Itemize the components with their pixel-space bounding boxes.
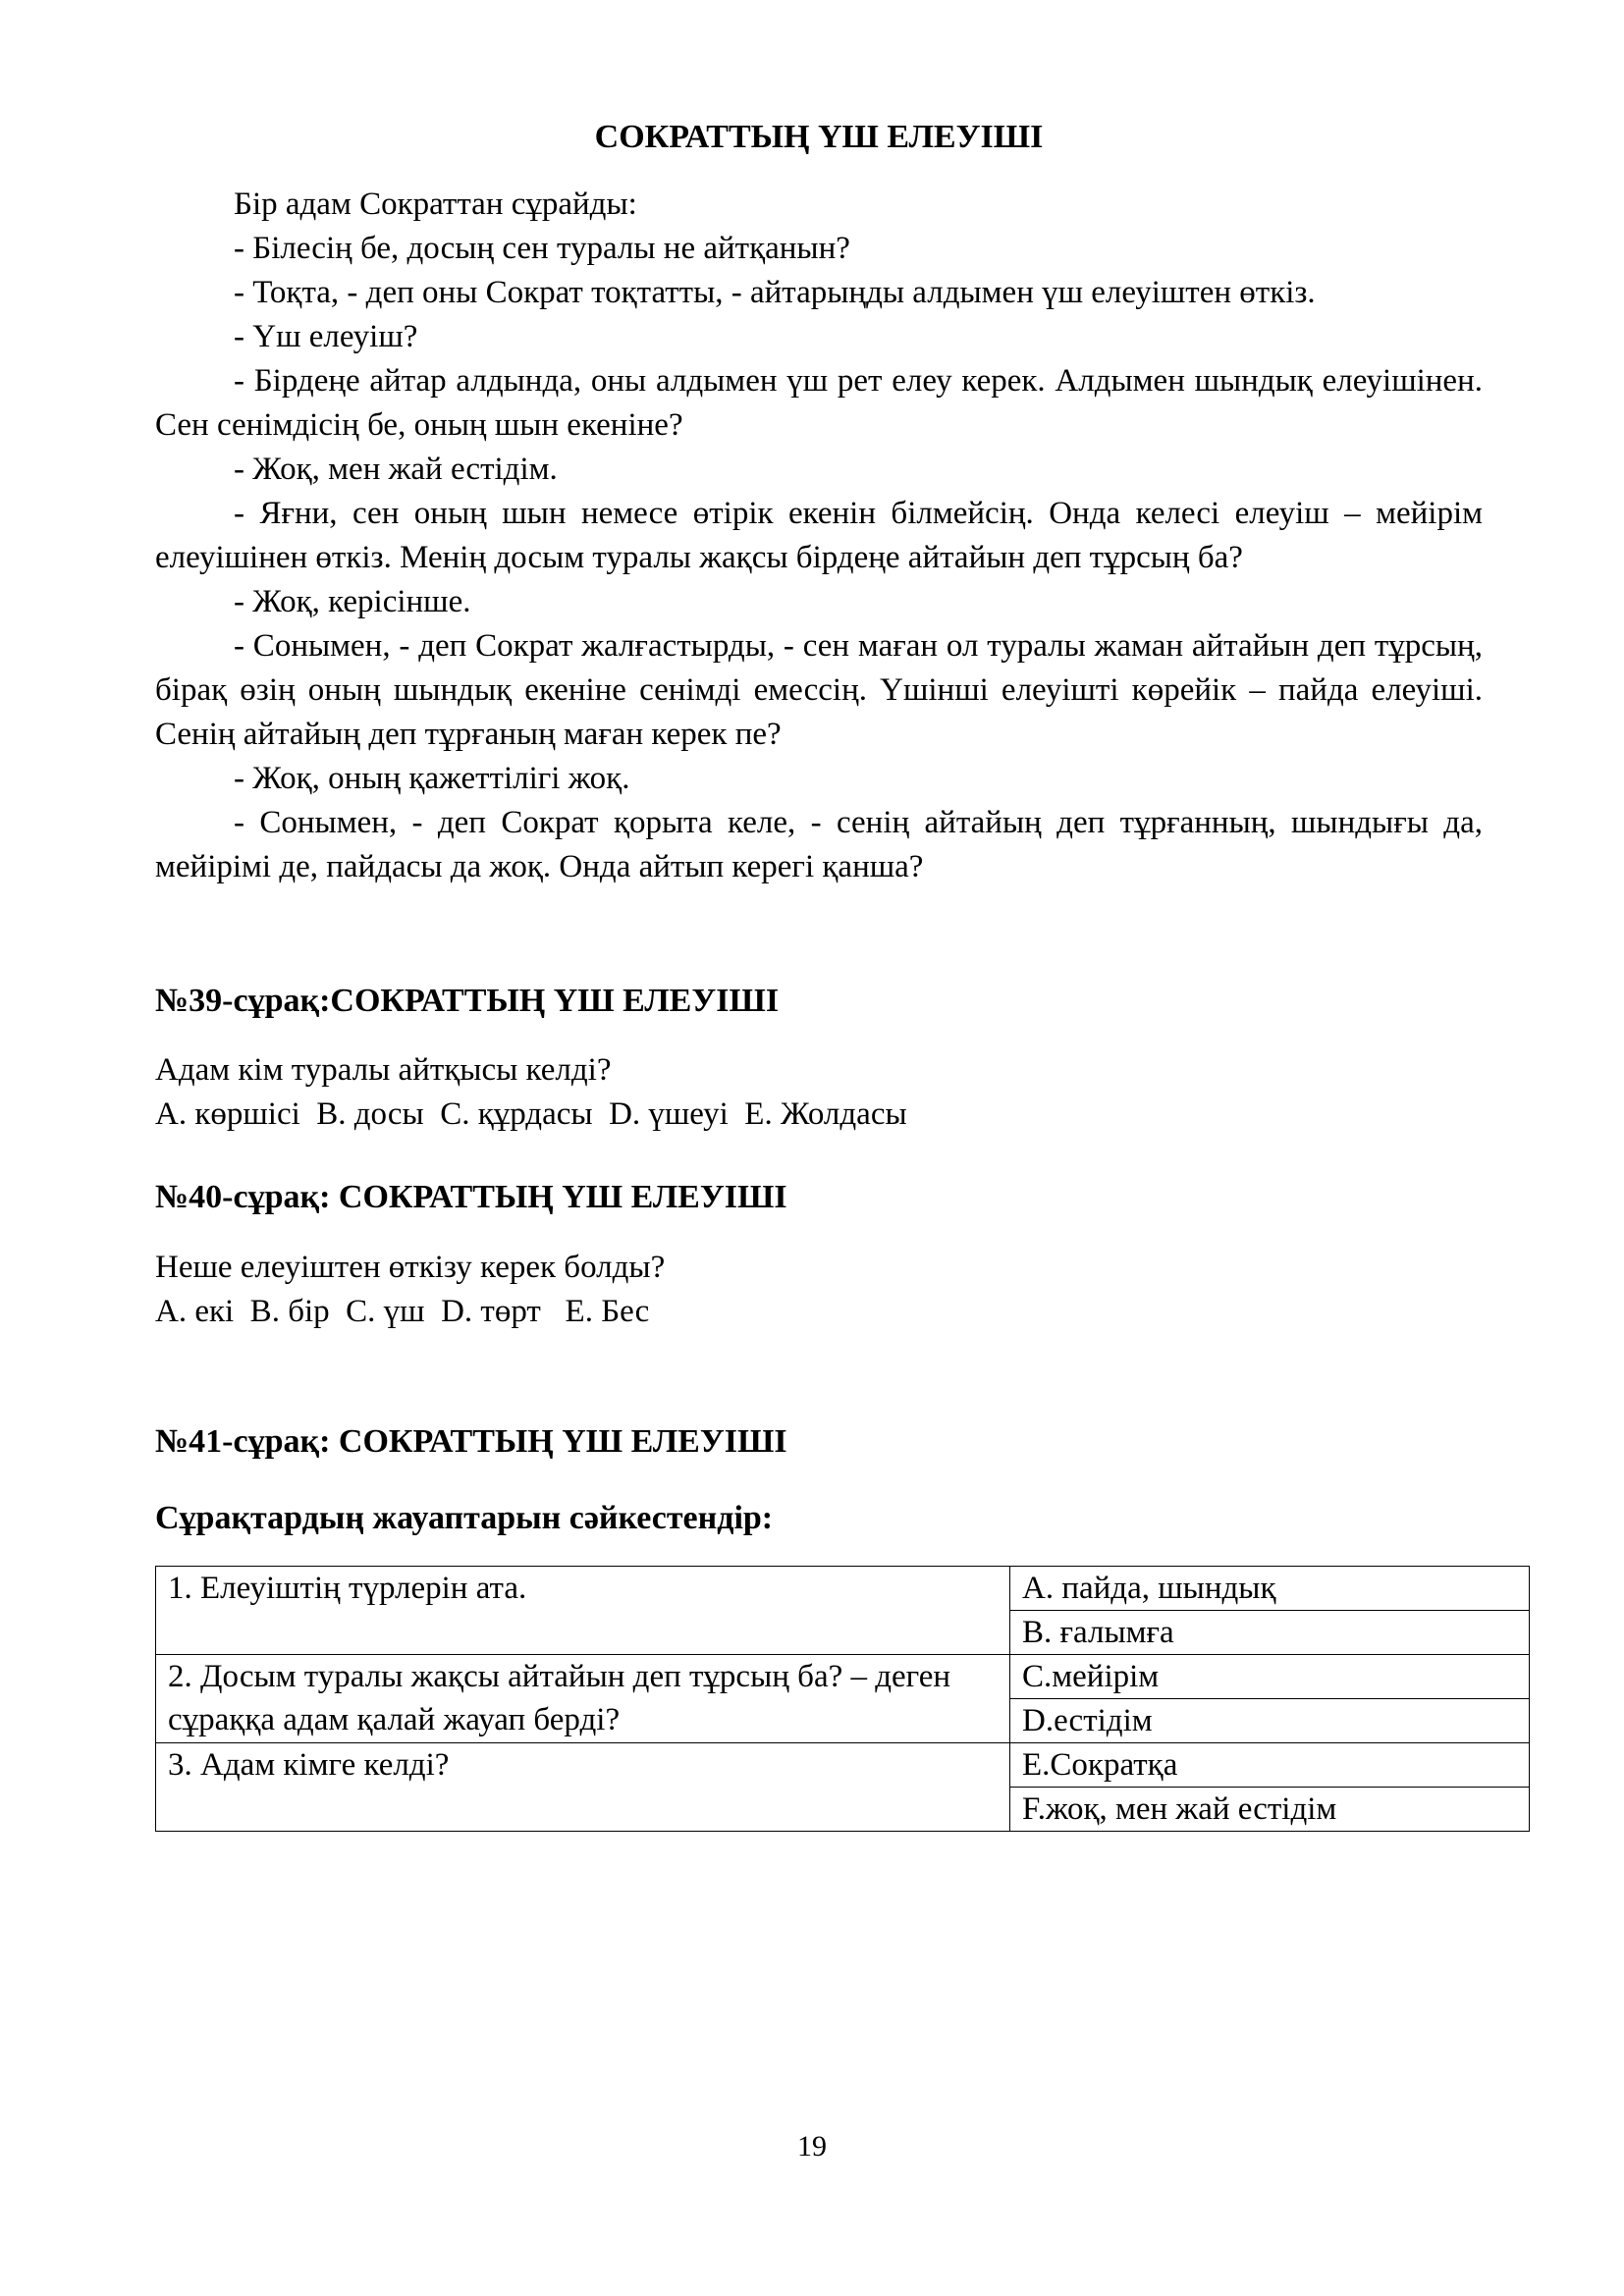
question-cell: 1. Елеуіштің түрлерін ата. <box>156 1566 1010 1654</box>
question-39-text: Адам кім туралы айтқысы келді? <box>155 1052 612 1089</box>
story-paragraph: - Білесің бе, досың сен туралы не айтқанын? <box>234 231 850 267</box>
question-cell: 3. Адам кімге келді? <box>156 1742 1010 1831</box>
story-paragraph: - Үш елеуіш? <box>234 319 418 355</box>
answer-cell: Е.Сократқа <box>1010 1742 1530 1787</box>
table-row <box>156 1654 1530 1698</box>
question-40-text: Неше елеуіштен өткізу керек болды? <box>155 1249 666 1285</box>
story-paragraph: - Жоқ, мен жай естідім. <box>234 452 558 488</box>
question-39 <box>155 980 1483 1137</box>
page-title: СОКРАТТЫҢ ҮШ ЕЛЕУІШІ <box>594 119 1044 155</box>
question-41-heading: №41-сұрақ: СОКРАТТЫҢ ҮШ ЕЛЕУІШІ <box>155 1422 787 1460</box>
story-paragraph: - Яғни, сен оның шын немесе өтірік екенін білмейсің. Онда келесі елеуіш – мейірім елеуішінен өткіз. Менің досым туралы жақсы бірдеңе айтайын деп тұрсың ба? <box>155 496 1483 576</box>
story-paragraph: - Жоқ, керісінше. <box>234 584 471 620</box>
answer-cell: А. пайда, шындық <box>1010 1566 1530 1610</box>
answer-cell: С.мейірім <box>1010 1654 1530 1698</box>
table-row <box>156 1742 1530 1787</box>
story-text <box>155 183 1483 889</box>
story-paragraph: - Бірдеңе айтар алдында, оны алдымен үш рет елеу керек. Алдымен шындық елеуішінен. Сен сенімдісің бе, оның шын екеніне? <box>155 363 1483 444</box>
question-40-options: А. екі В. бір С. үш D. төрт Е. Бес <box>155 1293 650 1329</box>
question-39-heading: №39-сұрақ:СОКРАТТЫҢ ҮШ ЕЛЕУІШІ <box>155 983 780 1020</box>
story-paragraph: - Тоқта, - деп оны Сократ тоқтатты, - айтарыңды алдымен үш елеуіштен өткіз. <box>234 275 1316 311</box>
story-paragraph: - Сонымен, - деп Сократ қорыта келе, - сенің айтайың деп тұрғанның, шындығы да, мейірімі де, пайдасы да жоқ. Онда айтып керегі қанша? <box>155 805 1483 885</box>
answer-cell: В. ғалымға <box>1010 1610 1530 1654</box>
question-40 <box>155 1176 1483 1333</box>
answer-cell: F.жоқ, мен жай естідім <box>1010 1787 1530 1831</box>
answer-cell: D.естідім <box>1010 1698 1530 1742</box>
page-number: 19 <box>797 2130 827 2163</box>
page-content <box>155 116 1483 1827</box>
table-row <box>156 1566 1530 1610</box>
question-41-instruction: Сұрақтардың жауаптарын сәйкестендір: <box>155 1499 774 1536</box>
question-39-options: А. көршісі В. досы С. құрдасы D. үшеуі Е. Жолдасы <box>155 1096 907 1133</box>
story-paragraph: Бір адам Сократтан сұрайды: <box>234 187 637 223</box>
question-cell: 2. Досым туралы жақсы айтайын деп тұрсың ба? – деген сұраққа адам қалай жауап берді? <box>156 1654 1010 1742</box>
story-paragraph: - Жоқ, оның қажеттілігі жоқ. <box>234 761 630 797</box>
matching-table <box>155 1566 1530 1832</box>
story-paragraph: - Сонымен, - деп Сократ жалғастырды, - сен маған ол туралы жаман айтайын деп тұрсың, бірақ өзің оның шындық екеніне сенімді емессің. Үшінші елеуішті көрейік – пайда елеуіші. Сенің айтайың деп тұрғаның маған керек пе? <box>155 628 1483 753</box>
question-40-heading: №40-сұрақ: СОКРАТТЫҢ ҮШ ЕЛЕУІШІ <box>155 1179 787 1216</box>
question-41 <box>155 1420 1483 1540</box>
